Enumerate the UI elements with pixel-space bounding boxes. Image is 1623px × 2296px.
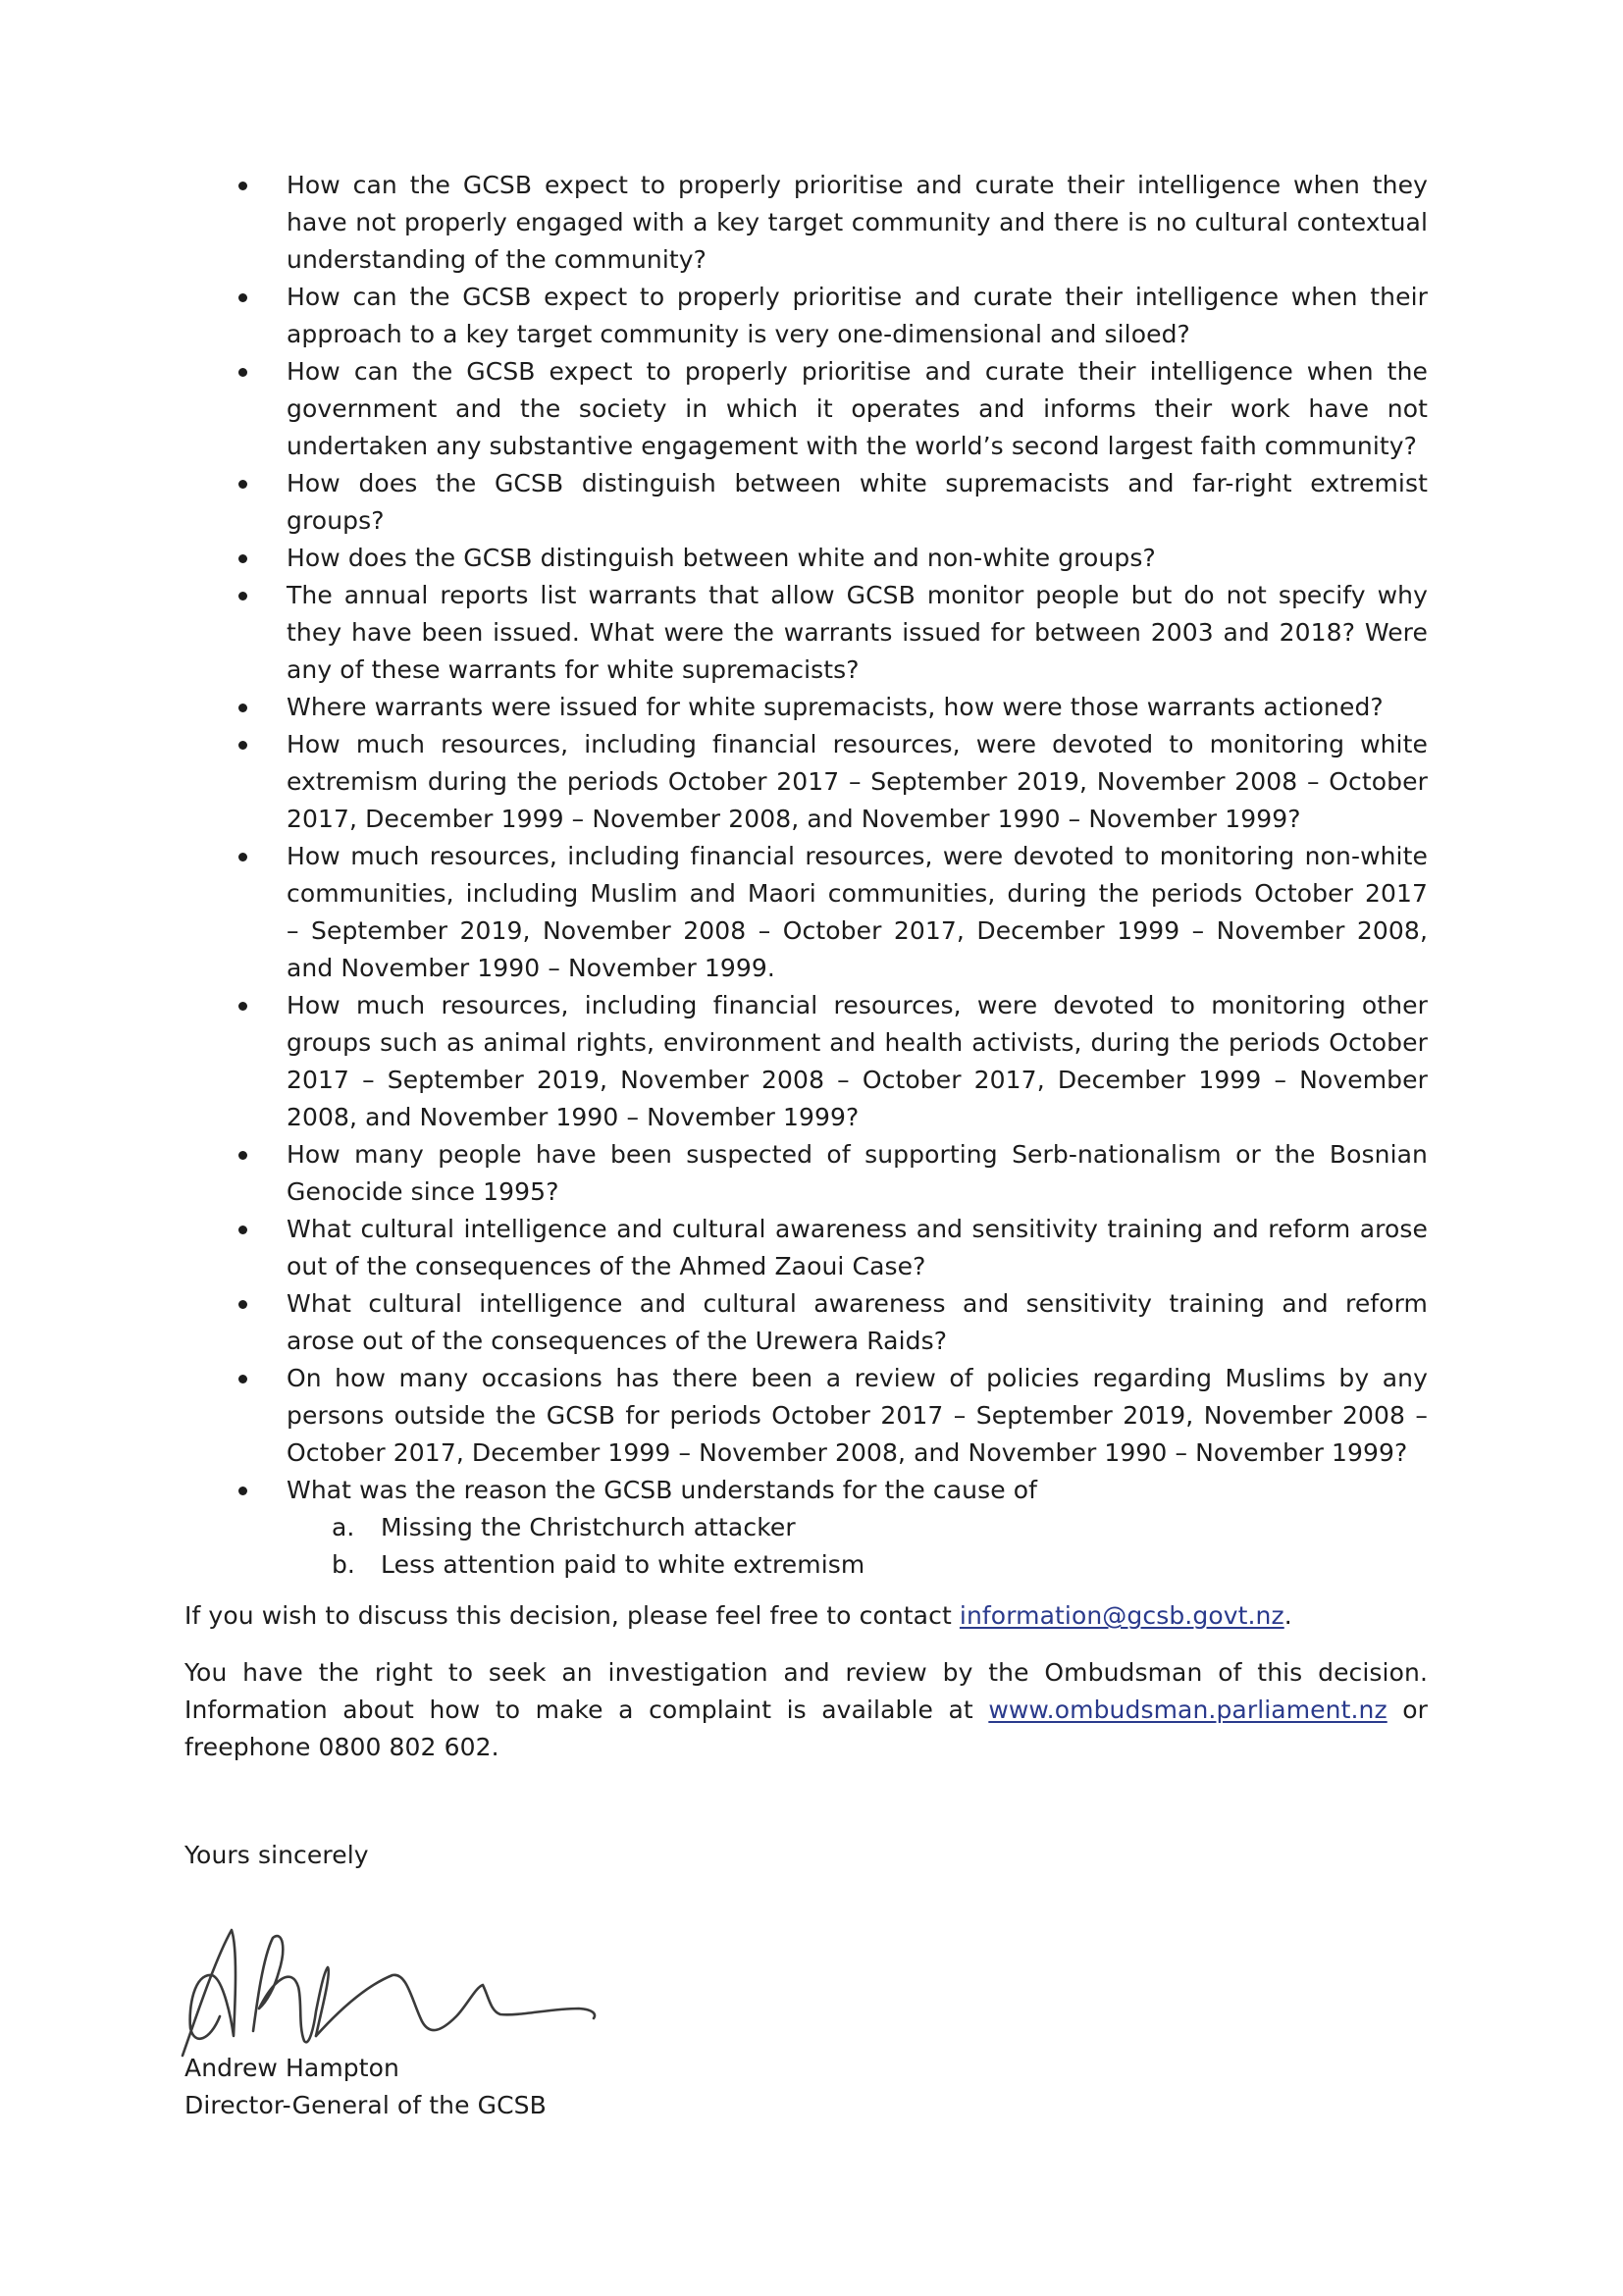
bullet-icon (238, 704, 247, 712)
question-line: understanding of the community? (287, 245, 707, 274)
signature-stroke-a (183, 1930, 236, 2056)
sub-item-text: Missing the Christchurch attacker (381, 1513, 796, 1541)
signature-image (177, 1918, 608, 2065)
question-line: October 2017, December 1999 – November 2008, and November 1990 – November 1999? (287, 1438, 1408, 1467)
question-line: What cultural intelligence and cultural awareness and sensitivity training and reform arose (287, 1215, 1428, 1243)
question-line: groups? (287, 506, 385, 535)
closing-salutation: Yours sincerely (184, 1841, 369, 1869)
ombudsman-line-3: freephone 0800 802 602. (184, 1733, 499, 1761)
question-line: Genocide since 1995? (287, 1177, 559, 1206)
sub-item-text: Less attention paid to white extremism (381, 1550, 865, 1579)
question-line: How much resources, including financial resources, were devoted to monitoring white (287, 730, 1428, 758)
contact-period: . (1283, 1601, 1292, 1630)
question-line: persons outside the GCSB for periods October 2017 – September 2019, November 2008 – (287, 1401, 1428, 1430)
question-line: What was the reason the GCSB understands for the cause of (287, 1476, 1038, 1504)
question-line: approach to a key target community is very one-dimensional and siloed? (287, 320, 1190, 348)
email-link[interactable]: information@gcsb.govt.nz (959, 1601, 1284, 1630)
sub-item-marker: a. (332, 1513, 355, 1541)
question-line: Where warrants were issued for white supremacists, how were those warrants actioned? (287, 693, 1384, 721)
question-line: 2017 – September 2019, November 2008 – October 2017, December 1999 – November (287, 1066, 1428, 1094)
bullet-icon (238, 1002, 247, 1011)
question-line: How much resources, including financial resources, were devoted to monitoring other (287, 991, 1428, 1019)
bullet-icon (238, 554, 247, 563)
question-line: How can the GCSB expect to properly prioritise and curate their intelligence when they (287, 171, 1428, 199)
contact-paragraph (184, 1597, 1292, 1635)
question-line: have not properly engaged with a key target community and there is no cultural contextual (287, 208, 1428, 236)
bullet-icon (238, 368, 247, 377)
ombudsman-line-2 (184, 1692, 1428, 1729)
question-line: 2008, and November 1990 – November 1999? (287, 1103, 860, 1131)
question-line: How does the GCSB distinguish between white supremacists and far-right extremist (287, 469, 1428, 497)
question-line: How can the GCSB expect to properly prioritise and curate their intelligence when their (287, 283, 1428, 311)
bullet-icon (238, 1300, 247, 1309)
question-line: On how many occasions has there been a review of policies regarding Muslims by any (287, 1364, 1428, 1392)
bullet-icon (238, 741, 247, 750)
bullet-icon (238, 853, 247, 861)
question-line: How can the GCSB expect to properly prioritise and curate their intelligence when the (287, 357, 1428, 386)
ombudsman-line-1: You have the right to seek an investigation and review by the Ombudsman of this decision. (184, 1658, 1428, 1687)
question-line: they have been issued. What were the warrants issued for between 2003 and 2018? Were (287, 618, 1428, 647)
question-line: communities, including Muslim and Maori communities, during the periods October 2017 (287, 879, 1428, 908)
question-line: How does the GCSB distinguish between white and non-white groups? (287, 544, 1156, 572)
bullet-icon (238, 1487, 247, 1495)
question-line: – September 2019, November 2008 – October 2017, December 1999 – November 2008, (287, 916, 1428, 945)
ombudsman-text: Information about how to make a complaint is available at (184, 1696, 989, 1724)
question-line: 2017, December 1999 – November 2008, and November 1990 – November 1999? (287, 805, 1301, 833)
question-line: What cultural intelligence and cultural awareness and sensitivity training and reform (287, 1289, 1428, 1318)
question-line: extremism during the periods October 2017 – September 2019, November 2008 – October (287, 767, 1428, 796)
question-line: undertaken any substantive engagement with the world’s second largest faith community? (287, 432, 1418, 460)
contact-text: If you wish to discuss this decision, please feel free to contact (184, 1601, 960, 1630)
bullet-icon (238, 182, 247, 190)
question-line: out of the consequences of the Ahmed Zaoui Case? (287, 1252, 926, 1280)
bullet-icon (238, 1375, 247, 1383)
ombudsman-link[interactable]: www.ombudsman.parliament.nz (988, 1696, 1387, 1724)
question-line: government and the society in which it operates and informs their work have not (287, 394, 1428, 423)
question-line: and November 1990 – November 1999. (287, 954, 775, 982)
signatory-name: Andrew Hampton (184, 2054, 400, 2082)
bullet-icon (238, 592, 247, 600)
question-line: any of these warrants for white supremacists? (287, 655, 860, 684)
question-line: How many people have been suspected of supporting Serb-nationalism or the Bosnian (287, 1140, 1428, 1169)
question-line: How much resources, including financial resources, were devoted to monitoring non-white (287, 842, 1428, 870)
ombudsman-or: or (1387, 1696, 1428, 1724)
question-line: arose out of the consequences of the Urewera Raids? (287, 1327, 948, 1355)
bullet-icon (238, 1226, 247, 1234)
bullet-icon (238, 1151, 247, 1160)
bullet-icon (238, 293, 247, 302)
question-line: The annual reports list warrants that allow GCSB monitor people but do not specify why (287, 581, 1428, 609)
bullet-icon (238, 480, 247, 489)
signature-stroke-h (253, 1936, 329, 2042)
question-line: groups such as animal rights, environment and health activists, during the periods October (287, 1028, 1428, 1057)
signature-stroke-tail (316, 1975, 595, 2036)
signatory-title: Director-General of the GCSB (184, 2091, 547, 2119)
sub-item-marker: b. (332, 1550, 355, 1579)
